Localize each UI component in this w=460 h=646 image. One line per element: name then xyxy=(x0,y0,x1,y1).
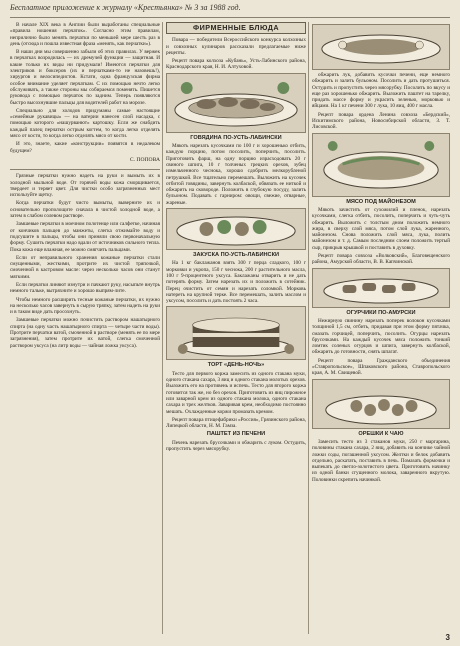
paragraph: Замшевые перчатки можно почистить раствором нашатырного спирта (на одну часть нашатырного спирта — четыре части воды). Протрите перчатки ватой, смоченной в растворе (менять ее по мере загрязнения), затем протрите их ватой, слегка смоченной раствором уксуса (на литр воды — чайная ложка уксуса). xyxy=(10,317,160,349)
paragraph: И это, знаете, какие «конструкции» появятся в недалеком будущем? xyxy=(10,141,160,154)
intro-text: Повара — победители Всероссийского конкурса колхозных и совхозных кулинаров рассказали предлагаемые ниже рецепты. xyxy=(166,37,306,56)
recipe-text: На 1 кг баклажанов взять 300 г перца сладкого, 100 г морковки и укропа, 150 г чеснока, 200 г растительного масла, 100 г 9-процентного уксуса. Баклажаны отварить и не дать потерять форму. Затем нарезать их и положить в сотейник. Перец очистить от семян и нарезать соломкой. Морковь натереть на крупной терке. Все перемешать, залить маслом и уксусом, посолить и дать постоять 2 часа. xyxy=(166,260,306,305)
paragraph: Замшевые перчатки в моечном полотенце или салфетке, начиная от кончиков пальцев до манжеты, слегка отжимайте воду и подсушите в пальцы, чтобы они приняли свою первоначальную форму. Сушить перчатки надо вдали от источников сильного тепла. Пока кожа еще влажная, ее можно смягчить пальцами. xyxy=(10,221,160,253)
column-divider xyxy=(162,22,163,634)
left-column xyxy=(10,22,160,634)
divider xyxy=(10,169,160,170)
paragraph: В наши дни мы совершенно забыли об этих правилах. У вержек в перчатках возродилась — их дремучей функции — защитная. И какие только их виды ни придумали! Имеются перчатки для электриков и боксеров (их и перчатками-то не назовешь!), хирургов и велосипедистов. Кстати, одна французская фирма особое внимание уделяет перчаткам. С их помощью нечто легко обслуживать, а также стороны мы собираемся поменять. Пишется руковода с помощью перчаток по задним. Теперь появляются быстро высохнувшие пальцы для водителей работ на морозе. xyxy=(10,49,160,106)
paragraph: Если перчатки линяют изнутри и пачкают руку, насыпьте внутрь немного тальке, вытряхните и хорошо выпрям-лите. xyxy=(10,281,160,295)
paragraph: Специально для холодов придуманы самые настоящие «семейные рукавицы» — на ватерии нанесен слой насадка, с помощью которого «нашурванют» картошку. Если же снабдить каждый палец перчатки острым когтем, то когда легко отделять мясо от кости, то когда легко отделять мясо от кости. xyxy=(10,107,160,140)
page-number: 3 xyxy=(445,633,450,642)
right-column xyxy=(312,22,450,634)
page-header: Бесплатное приложение к журналу «Крестьянка» № 3 за 1988 год. xyxy=(10,3,450,18)
paragraph: Чтобы немного расширить тесные кожаные перчатки, их нужно на несколько часов завернуть в сырую тряпку, затем надеть на руки и в таком виде дать просохнуть. xyxy=(10,296,160,316)
dish-illustration xyxy=(312,24,450,70)
recipe-text: Нежирную свинину нарезать поперек волокон кусочками толщиной 1,5 см, отбить, придавая при этом форму пятачка, смазать горчицей, поперчить, посолить. Огурцы нарезать брусочками. На каждый кусочек мяса положить тонкий ломтик соленых огурцов и шпига, завернуть колбаской, обжарить до готовности, снять шпагат. xyxy=(312,317,450,356)
paragraph: Когда перчатки будут чисто вымыты, выверните их и основательно прополощите сначала в чистой холодной воде, а затем в слабом солевом растворе. xyxy=(10,200,160,220)
recipe-credit: Рецепт повара птицефабрики «Россия», Грязинского района, Липецкой области, Н. М. Гамза. xyxy=(166,416,306,430)
recipe-credit: Рецепт повара колхоза «Кубань», Усть-Лабинского района, Краснодарского края, Н. И. Алтуховой. xyxy=(166,58,306,71)
recipe-credit: Рецепт повара совхоза «Волковский», Благовещенского района, Амурской области, В. В. Капчинской. xyxy=(312,253,450,266)
recipe-title: ГОВЯДИНА ПО-УСТЬ-ЛАБИНСКИ xyxy=(190,134,282,141)
paragraph: В начале XIX века в Англии были выработаны специальные «правила ношения перчаток». Согласно этим правилам, неприлично было менять перчатки по меньшей мере шесть раз в день (отсюда и пошла известная фраза «менять, как перчатки»). xyxy=(10,22,160,47)
recipe-credit: Рецепт повара ордена Ленина совхоза «Бердский», Искитимского района, Новосибирской области, З. Т. Лисовской. xyxy=(312,111,450,131)
recipe-text: Мякоть нарезать кусочками по 100 г и хорошенько отбить, каждую порцию, потом посолить, поперчить, посолить. Приготовить фарш, на одну порцию израсходовать 20 г свиного шпига, 10 г толченых грецких орехов, зубец измельченного чеснока, хорошо сдобрить мелкорубленой петрушкой. Все тщательно перемешать. Выложить на кусочек отбитой говядины, завернуть колбаской, обвязать ее ниткой и обжарить на сковороде. Положить в глубокую посуду, залить бульоном. Подавать с гарниром: овощи, свежие, отварные, жареные. xyxy=(166,143,306,206)
dish-illustration xyxy=(312,268,450,308)
recipe-text: Печень нарезать брусочками и обжарить с луком. Остудить, пропустить через мясорубку. xyxy=(166,439,306,452)
recipe-title: МЯСО ПОД МАЙОНЕЗОМ xyxy=(346,198,416,205)
recipe-credit: Рецепт повара Гражданского объединения «Ставропольское», Шпаковского района, Ставропольского края, А. М. Свищевой. xyxy=(312,357,450,377)
recipe-title: ТОРТ «ДЕНЬ-НОЧЬ» xyxy=(207,362,265,369)
cookies-illustration xyxy=(312,379,450,429)
recipe-text: Замесить тесто из 3 стаканов муки, 250 г маргарина, половины стакана сахара, 2 яиц, добавить на кончике чайной ложки соды, погашенной уксусом. Желтки и белок добавить отдельно, раскатать, поставить в печь. Помазать формочки и выпекать до светло-золотистого цвета. Приготовить начинку из одной банки сгущенного молока, заваренного вкрутую. Половинки скрепить начинкой. xyxy=(312,438,450,483)
cake-illustration xyxy=(166,306,306,360)
recipe-text: Мякоть зачистить от сухожилий и пленок, нарезать кусочками, слегка отбить, посолить, поперчить и чуть-чуть обжарить. Выложить с толстым дном положить немного жира, в сверху слой мяса, потом слой лука, жаренного, майонезом. Снова положить слой мяса, лука, полить майонезом и т. д. Самым последним слоем положить тертый сыр, прикрыв крышкой и поставить в духовку. xyxy=(312,206,450,251)
recipe-title: ОГУРЧИКИ ПО-АМУРСКИ xyxy=(346,309,416,316)
column-divider xyxy=(308,22,309,634)
paragraph: Если от неправильного хранения кожаные перчатки стали смущенными, жесткими, протрите их чистой тряпочкой, смоченной в кастровом масле: через несколько часов они станут мягкими. xyxy=(10,254,160,280)
author-signature: С. ПОПОВА xyxy=(129,156,160,163)
recipe-text: Тесто для первого коржа замесить из одного стакана муки, одного стакана сахара, 3 яиц и одного стакана молотых орехов. Выложить его на противень и испечь. Тесто для второго коржа готовится так же, но без орехов. Приготовить из яиц пирожное или заварной крем из одного стакана молока, одного стакана сахара и трех желтков. Заваривая крем, необходимо постоянно мешать. Охлажденные коржи промазать кремом. xyxy=(166,370,306,415)
paragraph: Грязные перчатки нужно надеть на руки и вымыть их в холодной мыльной воде. От горячей воды кожа сморщивается, твердеет и теряет цвет. Для чистки особо загрязненных мест используйте щетку. xyxy=(10,173,160,199)
dish-illustration xyxy=(166,208,306,250)
recipe-text: обжарить лук, добавить кусочки печени, еще немного обжарить и залить бульоном. Посолить и дать протушиться. Остудить и пропустить через мясорубку. Посолить по вкусу и еще раз хорошенько обжарить. Выложить паштет на тарелку, придать массе форму и украсить зеленью, морковью и яйцами. На 1 кг печени 300 г лука, 10 яиц, 400 г масла. xyxy=(312,72,450,110)
recipe-title: ЗАКУСКА ПО-УСТЬ-ЛАБИНСКИ xyxy=(192,252,280,259)
recipe-title: ОРЕШКИ К ЧАЮ xyxy=(358,430,404,437)
section-banner: ФИРМЕННЫЕ БЛЮДА xyxy=(166,22,306,34)
dish-illustration xyxy=(312,133,450,197)
dish-illustration xyxy=(166,73,306,133)
recipe-title: ПАШТЕТ ИЗ ПЕЧЕНИ xyxy=(206,431,266,438)
middle-column xyxy=(166,22,306,634)
